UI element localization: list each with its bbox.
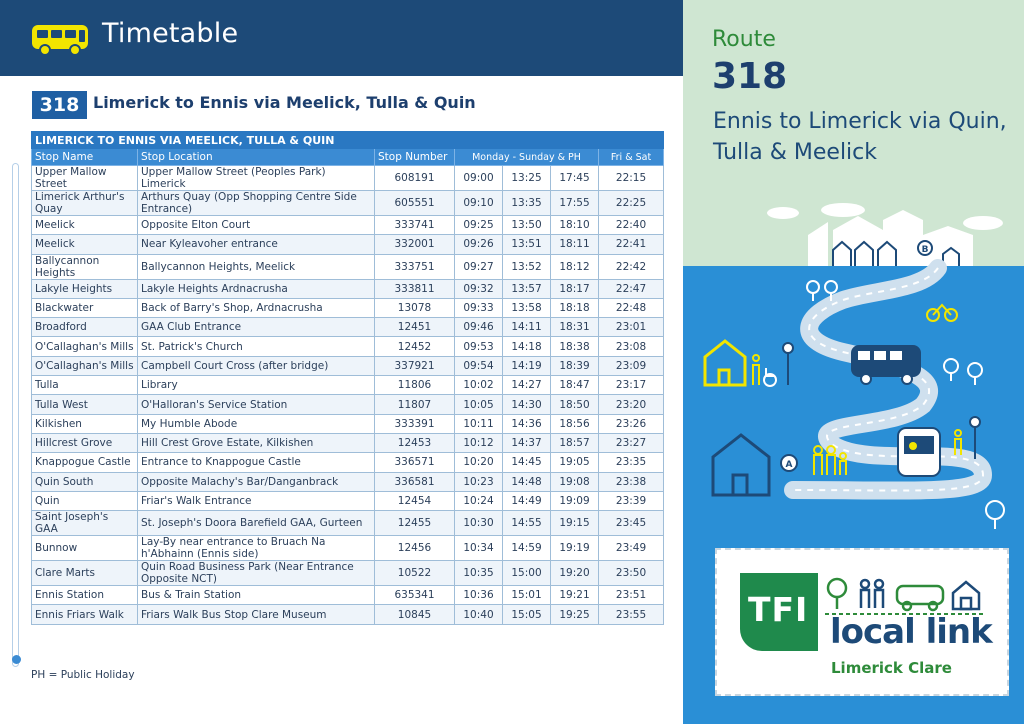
cell-stop-number: 635341	[375, 586, 455, 605]
cell-time: 10:30	[455, 511, 503, 536]
cell-stop-location: Bus & Train Station	[138, 586, 375, 605]
column-header-stop-name: Stop Name	[32, 149, 138, 166]
cell-stop-name: Saint Joseph's GAA	[32, 511, 138, 536]
side-route-description: Ennis to Limerick via Quin, Tulla & Meelick	[713, 109, 1007, 165]
cell-stop-number: 12455	[375, 511, 455, 536]
route-illustration	[683, 190, 1024, 535]
cell-time: 23:55	[599, 605, 664, 624]
cell-time: 22:41	[599, 235, 664, 254]
cell-time: 22:15	[599, 166, 664, 191]
map-marker-b-label: B	[921, 245, 929, 255]
table-row	[32, 298, 664, 317]
cell-stop-location: St. Patrick's Church	[138, 337, 375, 356]
cell-time: 15:00	[503, 561, 551, 586]
cell-time: 23:17	[599, 376, 664, 395]
cell-stop-name: Quin South	[32, 472, 138, 491]
cell-time: 23:45	[599, 511, 664, 536]
column-header-fri-sat: Fri & Sat	[599, 149, 664, 166]
cell-stop-location: Near Kyleavoher entrance	[138, 235, 375, 254]
cell-time: 23:51	[599, 586, 664, 605]
cell-stop-number: 11807	[375, 395, 455, 414]
cell-time: 19:05	[551, 453, 599, 472]
cell-time: 19:21	[551, 586, 599, 605]
cell-time: 10:05	[455, 395, 503, 414]
cell-time: 19:15	[551, 511, 599, 536]
cell-time: 19:09	[551, 491, 599, 510]
route-number-badge: 318	[32, 91, 87, 119]
cell-stop-location: Upper Mallow Street (Peoples Park) Limerick	[138, 166, 375, 191]
cell-time: 14:18	[503, 337, 551, 356]
cell-stop-number: 336581	[375, 472, 455, 491]
cell-time: 23:35	[599, 453, 664, 472]
table-row	[32, 356, 664, 375]
cell-time: 22:48	[599, 298, 664, 317]
cell-time: 10:11	[455, 414, 503, 433]
table-row	[32, 433, 664, 452]
cell-stop-name: Meelick	[32, 235, 138, 254]
cell-time: 22:40	[599, 216, 664, 235]
table-row	[32, 235, 664, 254]
cell-time: 10:20	[455, 453, 503, 472]
cell-stop-name: Broadford	[32, 318, 138, 337]
scrollbar-track[interactable]	[12, 163, 19, 667]
cell-time: 14:30	[503, 395, 551, 414]
house-icon-large	[713, 435, 769, 495]
timetable	[31, 131, 664, 625]
bicycle-icon	[927, 305, 957, 321]
cell-time: 09:46	[455, 318, 503, 337]
table-row	[32, 453, 664, 472]
tree-icon	[828, 579, 846, 609]
cell-stop-location: Opposite Elton Court	[138, 216, 375, 235]
cell-time: 23:20	[599, 395, 664, 414]
cell-time: 22:47	[599, 279, 664, 298]
cell-stop-location: Hill Crest Grove Estate, Kilkishen	[138, 433, 375, 452]
cell-time: 09:32	[455, 279, 503, 298]
cell-time: 17:55	[551, 191, 599, 216]
map-marker-a-label: A	[785, 460, 793, 470]
cell-time: 09:10	[455, 191, 503, 216]
cell-stop-number: 605551	[375, 191, 455, 216]
cell-stop-location: Library	[138, 376, 375, 395]
cell-stop-number: 10522	[375, 561, 455, 586]
scrollbar-thumb[interactable]	[12, 655, 21, 664]
cell-time: 18:12	[551, 254, 599, 279]
cell-stop-number: 11806	[375, 376, 455, 395]
cell-time: 22:25	[599, 191, 664, 216]
table-row	[32, 561, 664, 586]
cell-time: 18:17	[551, 279, 599, 298]
cell-stop-location: Quin Road Business Park (Near Entrance Opposite NCT)	[138, 561, 375, 586]
cell-time: 23:38	[599, 472, 664, 491]
cell-stop-location: Ballycannon Heights, Meelick	[138, 254, 375, 279]
cell-time: 14:55	[503, 511, 551, 536]
cell-time: 13:52	[503, 254, 551, 279]
table-row	[32, 318, 664, 337]
cell-time: 10:23	[455, 472, 503, 491]
cell-stop-location: O'Halloran's Service Station	[138, 395, 375, 414]
cell-time: 18:18	[551, 298, 599, 317]
cell-stop-name: Clare Marts	[32, 561, 138, 586]
cell-time: 18:56	[551, 414, 599, 433]
cell-time: 18:39	[551, 356, 599, 375]
cell-stop-number: 333741	[375, 216, 455, 235]
cell-time: 18:50	[551, 395, 599, 414]
cell-time: 14:11	[503, 318, 551, 337]
route-heading: Limerick to Ennis via Meelick, Tulla & Quin	[93, 93, 476, 112]
bus-icon-logo	[897, 586, 943, 610]
cell-time: 19:25	[551, 605, 599, 624]
side-route-label: Route	[712, 27, 776, 52]
bus-icon	[30, 22, 90, 56]
table-row	[32, 605, 664, 624]
timetable-body	[32, 166, 664, 625]
cell-stop-name: O'Callaghan's Mills	[32, 356, 138, 375]
cell-time: 14:27	[503, 376, 551, 395]
cell-stop-name: Quin	[32, 491, 138, 510]
table-row	[32, 337, 664, 356]
table-row	[32, 254, 664, 279]
table-row	[32, 472, 664, 491]
cell-time: 18:38	[551, 337, 599, 356]
tfi-logo-text: TFI	[748, 590, 809, 629]
cell-time: 09:54	[455, 356, 503, 375]
cell-time: 13:57	[503, 279, 551, 298]
table-row	[32, 491, 664, 510]
cell-stop-name: Tulla West	[32, 395, 138, 414]
table-row	[32, 395, 664, 414]
cell-time: 10:12	[455, 433, 503, 452]
column-header-mon-sun: Monday - Sunday & PH	[455, 149, 599, 166]
cell-stop-location: GAA Club Entrance	[138, 318, 375, 337]
cell-stop-number: 608191	[375, 166, 455, 191]
cell-stop-name: Kilkishen	[32, 414, 138, 433]
column-header-stop-location: Stop Location	[138, 149, 375, 166]
cell-stop-name: O'Callaghan's Mills	[32, 337, 138, 356]
cell-stop-number: 10845	[375, 605, 455, 624]
cell-stop-number: 13078	[375, 298, 455, 317]
cell-stop-location: Lay-By near entrance to Bruach Na h'Abhainn (Ennis side)	[138, 536, 375, 561]
cell-stop-location: Campbell Court Cross (after bridge)	[138, 356, 375, 375]
cell-time: 09:00	[455, 166, 503, 191]
table-row	[32, 586, 664, 605]
cell-stop-name: Blackwater	[32, 298, 138, 317]
cell-stop-name: Tulla	[32, 376, 138, 395]
cell-time: 15:01	[503, 586, 551, 605]
cell-stop-number: 333751	[375, 254, 455, 279]
cell-stop-number: 12452	[375, 337, 455, 356]
cell-time: 09:33	[455, 298, 503, 317]
cell-stop-name: Bunnow	[32, 536, 138, 561]
cell-stop-location: My Humble Abode	[138, 414, 375, 433]
cell-stop-location: St. Joseph's Doora Barefield GAA, Gurteen	[138, 511, 375, 536]
cell-time: 14:45	[503, 453, 551, 472]
bus-icon-illustration	[851, 345, 921, 384]
people-icon	[861, 580, 883, 608]
table-title: LIMERICK TO ENNIS VIA MEELICK, TULLA & QUIN	[32, 132, 664, 149]
cell-time: 18:47	[551, 376, 599, 395]
cell-time: 10:36	[455, 586, 503, 605]
cell-time: 17:45	[551, 166, 599, 191]
cell-time: 23:09	[599, 356, 664, 375]
cell-stop-number: 336571	[375, 453, 455, 472]
cell-stop-location: Opposite Malachy's Bar/Danganbrack	[138, 472, 375, 491]
cell-stop-location: Back of Barry's Shop, Ardnacrusha	[138, 298, 375, 317]
cell-time: 14:36	[503, 414, 551, 433]
cell-stop-number: 12453	[375, 433, 455, 452]
map-marker-a	[781, 455, 797, 471]
cell-time: 10:40	[455, 605, 503, 624]
cell-time: 23:08	[599, 337, 664, 356]
cell-time: 14:19	[503, 356, 551, 375]
cell-stop-location: Friars Walk Bus Stop Clare Museum	[138, 605, 375, 624]
table-row	[32, 216, 664, 235]
cell-time: 18:10	[551, 216, 599, 235]
cell-time: 19:19	[551, 536, 599, 561]
cell-stop-location: Entrance to Knappogue Castle	[138, 453, 375, 472]
cell-time: 10:02	[455, 376, 503, 395]
cell-time: 09:53	[455, 337, 503, 356]
cell-time: 10:35	[455, 561, 503, 586]
cell-stop-name: Lakyle Heights	[32, 279, 138, 298]
cell-stop-number: 12451	[375, 318, 455, 337]
table-row	[32, 279, 664, 298]
cell-stop-name: Ennis Station	[32, 586, 138, 605]
cell-stop-number: 333391	[375, 414, 455, 433]
cell-time: 19:20	[551, 561, 599, 586]
cell-time: 14:59	[503, 536, 551, 561]
table-row	[32, 166, 664, 191]
bus-front-icon	[898, 428, 940, 476]
cell-time: 14:48	[503, 472, 551, 491]
cell-time: 09:25	[455, 216, 503, 235]
table-row	[32, 536, 664, 561]
cell-time: 23:39	[599, 491, 664, 510]
cell-time: 18:31	[551, 318, 599, 337]
cell-stop-name: Hillcrest Grove	[32, 433, 138, 452]
cell-stop-number: 12454	[375, 491, 455, 510]
local-link-logo-text: local link	[830, 612, 992, 652]
cell-stop-number: 333811	[375, 279, 455, 298]
cell-time: 13:35	[503, 191, 551, 216]
cell-stop-name: Limerick Arthur's Quay	[32, 191, 138, 216]
table-row	[32, 414, 664, 433]
wheelchair-icon	[764, 368, 776, 386]
cell-stop-name: Knappogue Castle	[32, 453, 138, 472]
cell-stop-number: 332001	[375, 235, 455, 254]
cell-time: 10:24	[455, 491, 503, 510]
cell-time: 23:49	[599, 536, 664, 561]
footnote: PH = Public Holiday	[31, 669, 135, 681]
cell-time: 19:08	[551, 472, 599, 491]
cell-stop-name: Upper Mallow Street	[32, 166, 138, 191]
cell-time: 09:26	[455, 235, 503, 254]
page-title: Timetable	[102, 18, 239, 49]
table-row	[32, 511, 664, 536]
logo-icons	[825, 576, 985, 616]
cell-time: 15:05	[503, 605, 551, 624]
cell-stop-number: 337921	[375, 356, 455, 375]
cell-time: 14:49	[503, 491, 551, 510]
cell-stop-location: Arthurs Quay (Opp Shopping Centre Side Entrance)	[138, 191, 375, 216]
cell-stop-location: Lakyle Heights Ardnacrusha	[138, 279, 375, 298]
cell-time: 22:42	[599, 254, 664, 279]
cell-time: 13:25	[503, 166, 551, 191]
cell-time: 13:51	[503, 235, 551, 254]
cell-stop-name: Ennis Friars Walk	[32, 605, 138, 624]
cell-stop-name: Ballycannon Heights	[32, 254, 138, 279]
cell-time: 23:50	[599, 561, 664, 586]
cell-time: 18:11	[551, 235, 599, 254]
cell-stop-location: Friar's Walk Entrance	[138, 491, 375, 510]
cell-time: 13:50	[503, 216, 551, 235]
house-icon-logo	[953, 582, 979, 609]
table-row	[32, 191, 664, 216]
cell-time: 14:37	[503, 433, 551, 452]
column-header-stop-number: Stop Number	[375, 149, 455, 166]
local-link-region-text: Limerick Clare	[831, 659, 952, 677]
cell-time: 23:01	[599, 318, 664, 337]
cell-stop-name: Meelick	[32, 216, 138, 235]
map-marker-b	[918, 241, 932, 255]
cell-time: 23:26	[599, 414, 664, 433]
cell-time: 13:58	[503, 298, 551, 317]
cell-stop-number: 12456	[375, 536, 455, 561]
table-row	[32, 376, 664, 395]
header-bar	[0, 0, 683, 76]
cell-time: 10:34	[455, 536, 503, 561]
cell-time: 18:57	[551, 433, 599, 452]
cell-time: 09:27	[455, 254, 503, 279]
cell-time: 23:27	[599, 433, 664, 452]
house-icon	[705, 341, 745, 385]
side-route-number: 318	[712, 56, 788, 97]
